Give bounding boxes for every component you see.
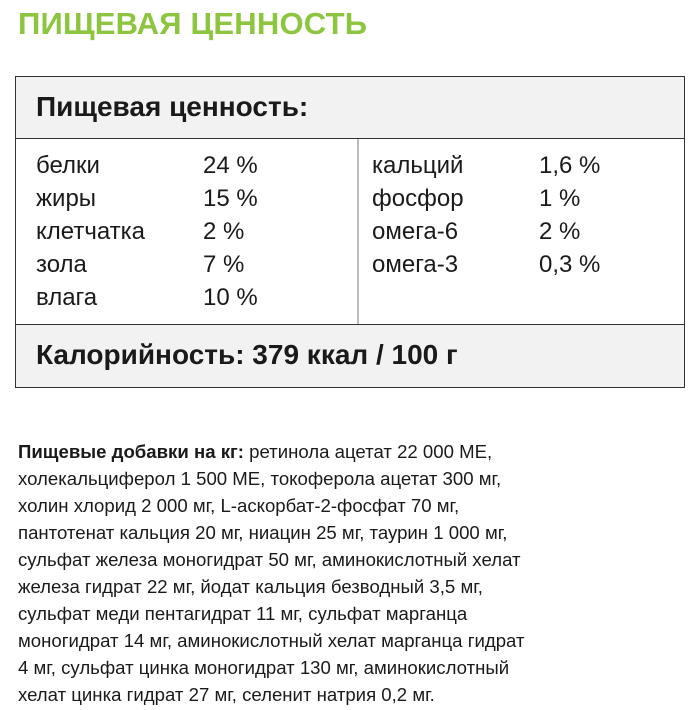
- additives-line: железа гидрат 22 мг, йодат кальция безводный 3,5 мг,: [18, 576, 483, 597]
- additives-line: холин хлорид 2 000 мг, L-аскорбат-2-фосфат 70 мг,: [18, 495, 460, 516]
- additives-paragraph: [18, 438, 694, 708]
- additives-line: хелат цинка гидрат 27 мг, селенит натрия 0,2 мг.: [18, 684, 435, 705]
- additives-label: Пищевые добавки на кг:: [18, 441, 244, 462]
- nutrient-value: 24 %: [203, 152, 258, 179]
- additives-line: сульфат меди пентагидрат 11 мг, сульфат марганца: [18, 603, 468, 624]
- nutrient-value: 7 %: [203, 251, 245, 278]
- table-footer: [16, 324, 684, 387]
- nutrient-value: 1,6 %: [539, 152, 601, 179]
- nutrient-value: 1 %: [539, 185, 581, 212]
- nutrient-name: омега-6: [372, 218, 459, 245]
- additives-text: ретинола ацетат 22 000 МЕ,: [243, 441, 493, 462]
- nutrient-name: зола: [36, 251, 87, 278]
- nutrient-value: 2 %: [539, 218, 581, 245]
- nutrient-name: фосфор: [372, 185, 464, 212]
- nutrient-name: клетчатка: [36, 218, 146, 245]
- page-title: ПИЩЕВАЯ ЦЕННОСТЬ: [18, 6, 368, 41]
- nutrient-value: 10 %: [203, 284, 258, 311]
- nutrient-name: белки: [36, 152, 100, 179]
- left-column: [36, 139, 356, 324]
- table-header-text: Пищевая ценность:: [36, 91, 309, 122]
- right-column: [372, 139, 682, 324]
- nutrient-name: омега-3: [372, 251, 459, 278]
- table-header: [16, 77, 684, 139]
- nutrient-name: влага: [36, 284, 98, 311]
- nutrient-value: 2 %: [203, 218, 245, 245]
- nutrient-name: кальций: [372, 152, 464, 179]
- additives-line: пантотенат кальция 20 мг, ниацин 25 мг, таурин 1 000 мг,: [18, 522, 508, 543]
- table-body: [16, 139, 684, 324]
- additives-line: моногидрат 14 мг, аминокислотный хелат марганца гидрат: [18, 630, 525, 651]
- calories-text: Калорийность: 379 ккал / 100 г: [36, 339, 458, 370]
- nutrient-value: 15 %: [203, 185, 258, 212]
- additives-line: 4 мг, сульфат цинка моногидрат 130 мг, аминокислотный: [18, 657, 510, 678]
- additives-line: холекальциферол 1 500 МЕ, токоферола ацетат 300 мг,: [18, 468, 502, 489]
- additives-line: сульфат железа моногидрат 50 мг, аминокислотный хелат: [18, 549, 521, 570]
- nutrition-table: [15, 76, 685, 388]
- additives-line: [18, 438, 694, 465]
- column-divider: [357, 139, 359, 324]
- nutrient-value: 0,3 %: [539, 251, 601, 278]
- nutrient-name: жиры: [36, 185, 97, 212]
